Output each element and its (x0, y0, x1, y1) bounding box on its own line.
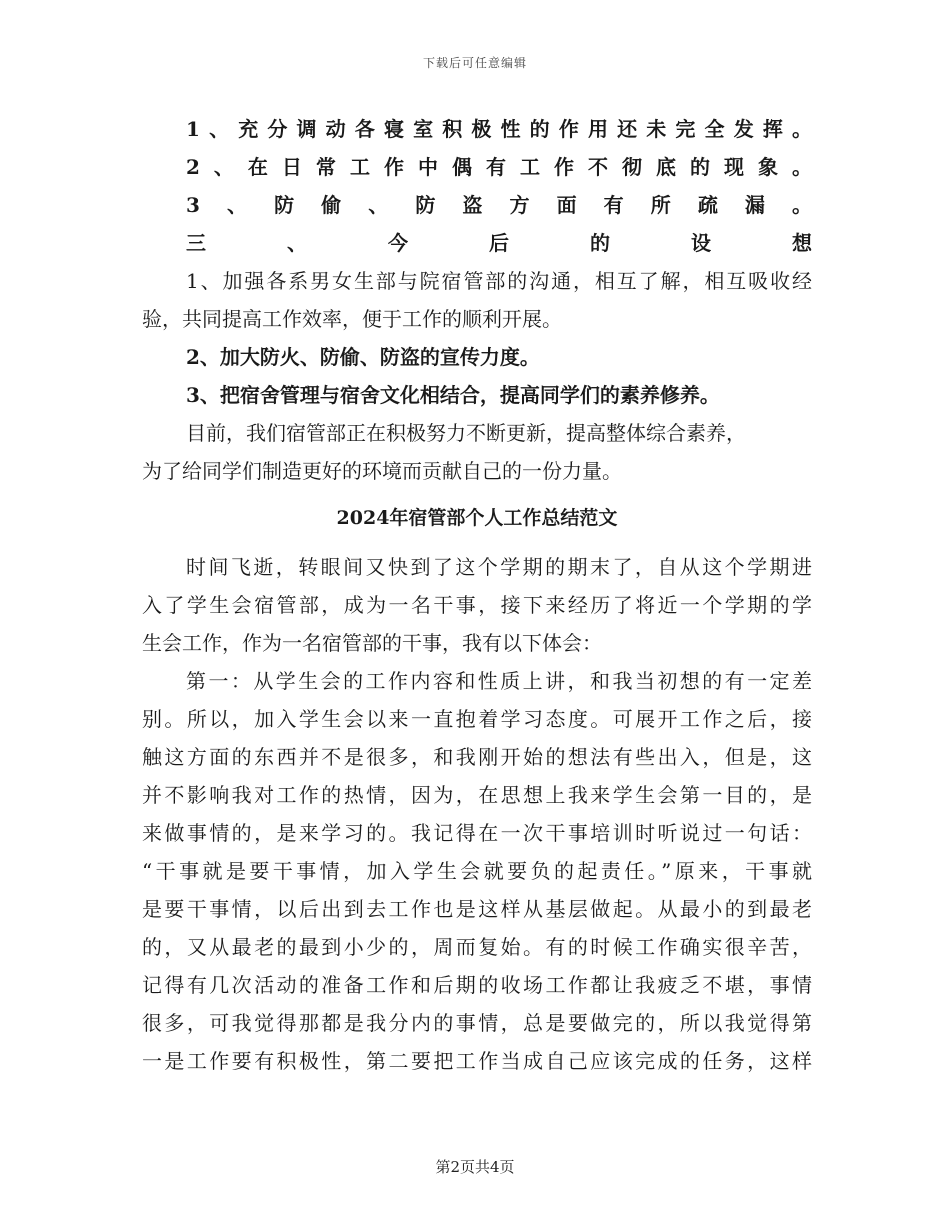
section-heading: 三、今后的设想 (186, 231, 812, 255)
paragraph-line: 触这方面的东西并不是很多，和我刚开始的想法有些出入，但是，这 (142, 745, 812, 769)
document-body (142, 110, 812, 1080)
list-item-1: 1、充分调动各寝室积极性的作用还未完全发挥。 (186, 117, 812, 141)
paragraph-line: 时间飞逝，转眼间又快到了这个学期的期末了，自从这个学期进 (186, 555, 812, 579)
article-title: 2024年宿管部个人工作总结范文 (336, 507, 618, 529)
plan-item-1-line-1: 1、加强各系男女生部与院宿管部的沟通，相互了解，相互吸收经 (186, 269, 812, 293)
page-header: 下载后可任意编辑 (422, 56, 527, 70)
part-one (142, 110, 812, 490)
plan-item-3: 3、把宿舍管理与宿舍文化相结合，提高同学们的素养修养。 (186, 383, 720, 407)
closing-line-1: 目前，我们宿管部正在积极努力不断更新，提高整体综合素养， (186, 421, 746, 445)
paragraph-line: 别。所以，加入学生会以来一直抱着学习态度。可展开工作之后，接 (142, 707, 812, 731)
paragraph-line: “干事就是要干事情，加入学生会就要负的起责任。”原来，干事就 (142, 859, 812, 883)
paragraph-line: 来做事情的，是来学习的。我记得在一次干事培训时听说过一句话： (142, 821, 812, 845)
closing-line-2: 为了给同学们制造更好的环境而贡献自己的一份力量。 (142, 459, 622, 483)
list-item-3: 3、防偷、防盗方面有所疏漏。 (186, 193, 812, 217)
paragraph-line: 并不影响我对工作的热情，因为，在思想上我来学生会第一目的，是 (142, 783, 812, 807)
paragraph-line: 生会工作，作为一名宿管部的干事，我有以下体会： (142, 631, 602, 655)
paragraph-line: 记得有几次活动的准备工作和后期的收场工作都让我疲乏不堪，事情 (142, 973, 812, 997)
plan-item-1-line-2: 验，共同提高工作效率，便于工作的顺利开展。 (142, 307, 562, 331)
list-item-2: 2、在日常工作中偶有工作不彻底的现象。 (186, 155, 812, 179)
paragraph-line: 很多，可我觉得那都是我分内的事情，总是要做完的，所以我觉得第 (142, 1011, 812, 1035)
paragraph-line: 是要干事情，以后出到去工作也是这样从基层做起。从最小的到最老 (142, 897, 812, 921)
paragraph-line: 入了学生会宿管部，成为一名干事，接下来经历了将近一个学期的学 (142, 593, 812, 617)
paragraph-line: 第一：从学生会的工作内容和性质上讲，和我当初想的有一定差 (186, 669, 812, 693)
paragraph-line: 一是工作要有积极性，第二要把工作当成自己应该完成的任务，这样 (142, 1049, 812, 1073)
article-paragraph-2 (142, 662, 812, 1080)
plan-item-2: 2、加大防火、防偷、防盗的宣传力度。 (186, 345, 540, 369)
paragraph-line: 的，又从最老的最到小少的，周而复始。有的时候工作确实很辛苦， (142, 935, 812, 959)
article-paragraph-1 (142, 548, 812, 662)
page-footer: 第2页共4页 (435, 1158, 515, 1176)
